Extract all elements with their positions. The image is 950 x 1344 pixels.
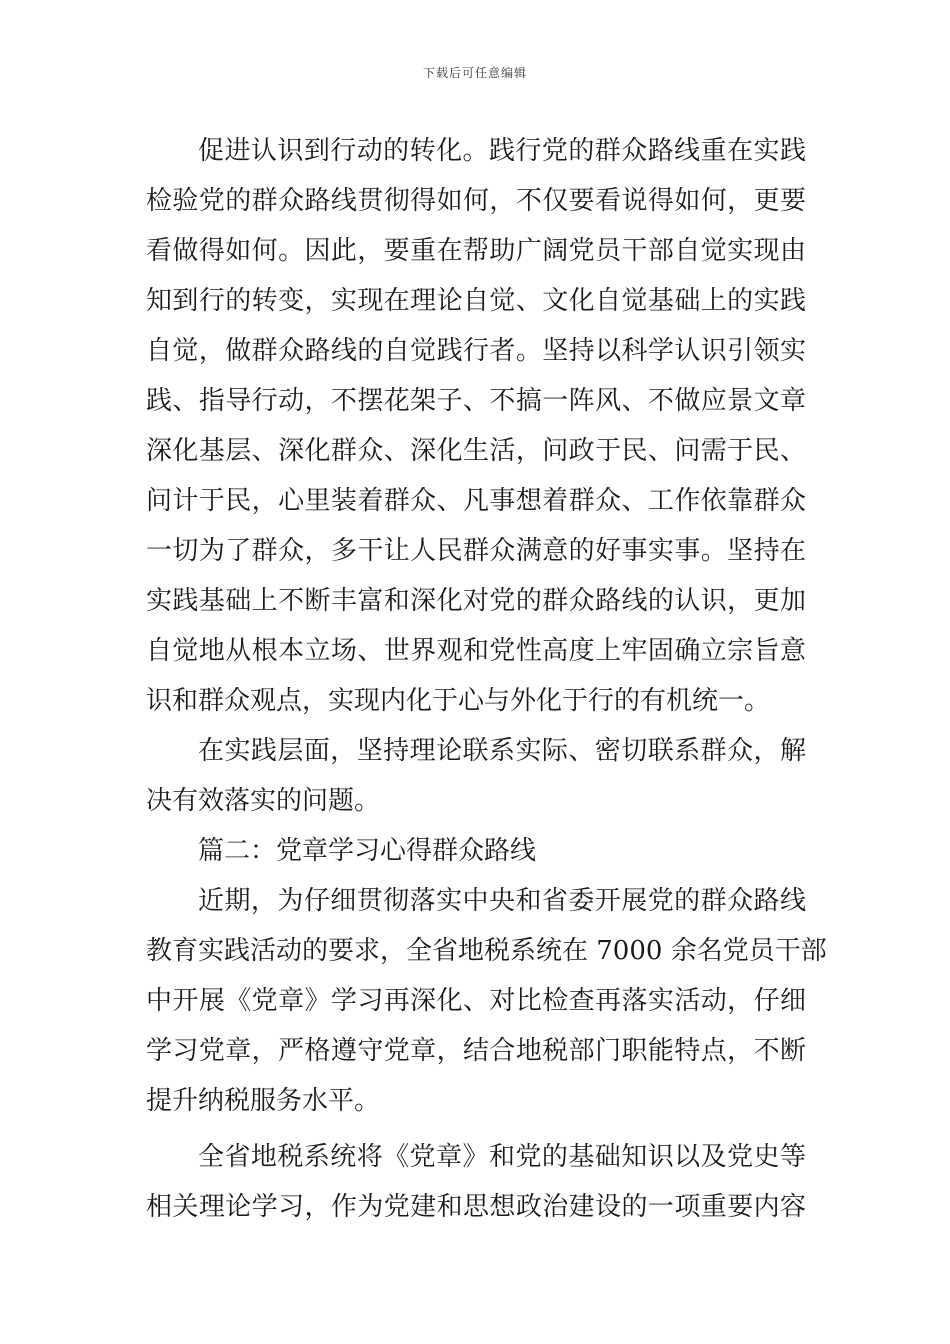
document-body bbox=[146, 126, 827, 1232]
text-line: 教育实践活动的要求，全省地税系统在 7000 余名党员干部 bbox=[146, 936, 827, 966]
section-title: 篇二：党章学习心得群众路线 bbox=[198, 836, 537, 866]
text-line: 决有效落实的问题。 bbox=[146, 786, 381, 816]
text-line: 践、指导行动，不摆花架子、不搞一阵风、不做应景文章 bbox=[146, 386, 806, 416]
text-line: 提升纳税服务水平。 bbox=[146, 1086, 381, 1116]
text-line: 学习党章，严格遵守党章，结合地税部门职能特点，不断 bbox=[146, 1036, 806, 1066]
paragraph-1 bbox=[146, 126, 806, 726]
text-line: 相关理论学习，作为党建和思想政治建设的一项重要内容 bbox=[146, 1192, 806, 1222]
text-line: 促进认识到行动的转化。践行党的群众路线重在实践 bbox=[198, 136, 806, 166]
text-line: 深化基层、深化群众、深化生活，问政于民、问需于民、 bbox=[146, 436, 806, 466]
paragraph-4 bbox=[146, 1132, 806, 1232]
text-line: 识和群众观点，实现内化于心与外化于行的有机统一。 bbox=[146, 686, 771, 716]
text-line: 自觉，做群众路线的自觉践行者。坚持以科学认识引领实 bbox=[146, 336, 806, 366]
paragraph-3 bbox=[146, 876, 827, 1126]
text-line: 在实践层面，坚持理论联系实际、密切联系群众，解 bbox=[198, 736, 806, 766]
text-line: 中开展《党章》学习再深化、对比检查再落实活动，仔细 bbox=[146, 986, 806, 1016]
section-heading bbox=[146, 826, 806, 876]
text-line: 检验党的群众路线贯彻得如何，不仅要看说得如何，更要 bbox=[146, 186, 806, 216]
text-line: 近期，为仔细贯彻落实中央和省委开展党的群众路线 bbox=[198, 886, 806, 916]
text-line: 一切为了群众，多干让人民群众满意的好事实事。坚持在 bbox=[146, 536, 806, 566]
text-line: 看做得如何。因此，要重在帮助广阔党员干部自觉实现由 bbox=[146, 236, 806, 266]
paragraph-2 bbox=[146, 726, 806, 826]
text-line: 问计于民，心里装着群众、凡事想着群众、工作依靠群众 bbox=[146, 486, 806, 516]
page-header-note: 下载后可任意编辑 bbox=[422, 66, 527, 80]
text-line: 自觉地从根本立场、世界观和党性高度上牢固确立宗旨意 bbox=[146, 636, 806, 666]
text-line: 知到行的转变，实现在理论自觉、文化自觉基础上的实践 bbox=[146, 286, 806, 316]
text-line: 实践基础上不断丰富和深化对党的群众路线的认识，更加 bbox=[146, 586, 806, 616]
text-line: 全省地税系统将《党章》和党的基础知识以及党史等 bbox=[198, 1142, 806, 1172]
